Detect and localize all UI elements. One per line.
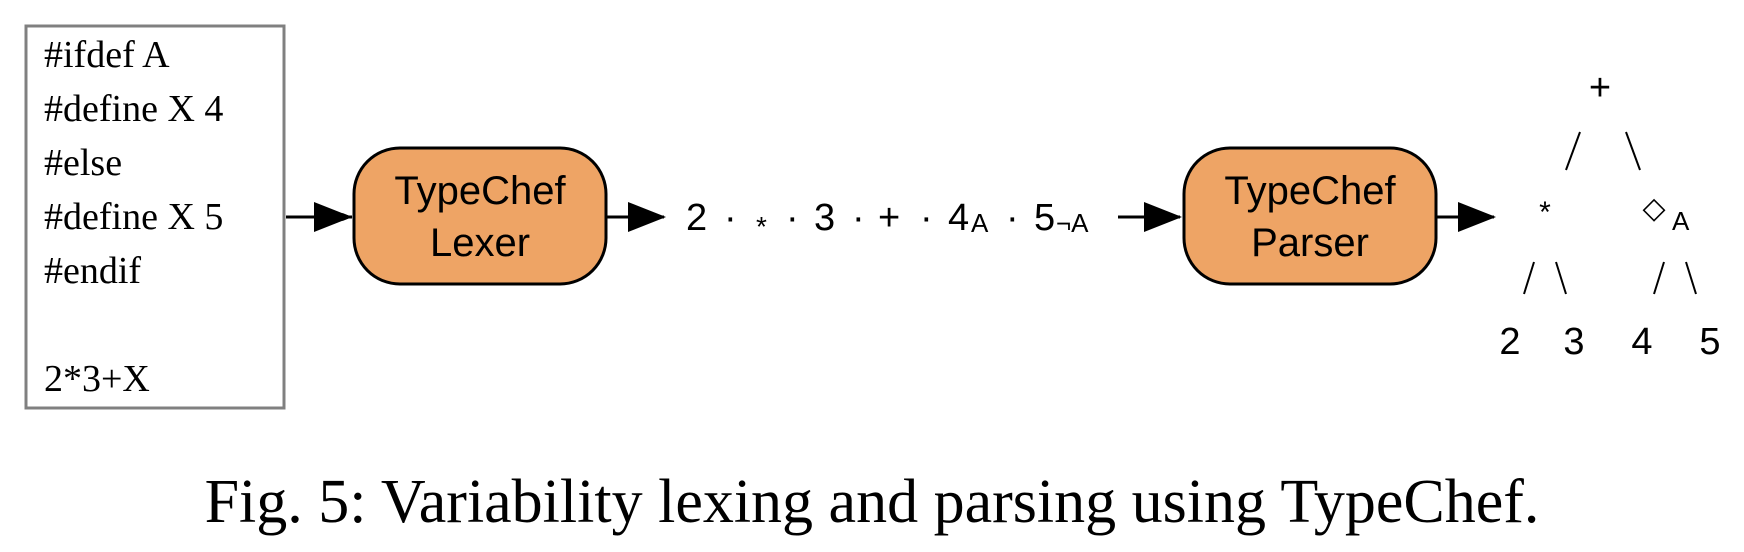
figure-caption: Fig. 5: Variability lexing and parsing using TypeChef. — [204, 468, 1540, 536]
token-separator: · — [1006, 197, 1019, 239]
token-separator: · — [852, 197, 865, 239]
tree-edge — [1654, 262, 1664, 294]
tree-choice-condition: A — [1672, 206, 1690, 236]
tree-multiply-node: * — [1539, 196, 1551, 229]
token: 2 — [686, 197, 708, 239]
code-line: #endif — [44, 250, 142, 292]
tree-edge — [1626, 132, 1640, 170]
token-separator: · — [724, 197, 737, 239]
parser-label-line1: TypeChef — [1224, 169, 1396, 213]
tree-edge — [1556, 262, 1566, 294]
tree-leaf: 4 — [1631, 321, 1653, 363]
tree-edge — [1686, 262, 1696, 294]
code-line: #ifdef A — [44, 34, 170, 76]
code-line: #define X 4 — [44, 88, 224, 130]
token: 4 — [948, 197, 970, 239]
tree-choice-node: ◇ — [1642, 192, 1666, 225]
lexer-label-line2: Lexer — [429, 221, 531, 265]
arrowhead-icon — [314, 202, 352, 232]
arrowhead-icon — [1144, 202, 1182, 232]
tree-leaf: 5 — [1699, 321, 1721, 363]
lexer-label-line1: TypeChef — [394, 169, 566, 213]
token-separator: · — [920, 197, 933, 239]
token-condition: A — [971, 208, 989, 238]
code-line: 2*3+X — [44, 358, 150, 400]
tree-leaf: 2 — [1499, 321, 1521, 363]
tree-root-node: + — [1588, 67, 1612, 109]
token: + — [878, 197, 901, 239]
token: * — [756, 211, 767, 242]
arrowhead-icon — [628, 202, 666, 232]
token-condition: ¬A — [1056, 208, 1089, 238]
code-line: #define X 5 — [44, 196, 224, 238]
token: 5 — [1034, 197, 1056, 239]
tree-edge — [1566, 132, 1580, 170]
ast-tree — [1499, 67, 1720, 363]
tree-leaf: 3 — [1563, 321, 1585, 363]
arrowhead-icon — [1458, 202, 1496, 232]
tree-edge — [1524, 262, 1534, 294]
parser-label-line2: Parser — [1251, 221, 1369, 265]
token-separator: · — [786, 197, 799, 239]
token: 3 — [814, 197, 836, 239]
token-stream — [686, 197, 1089, 242]
code-line: #else — [44, 142, 123, 184]
